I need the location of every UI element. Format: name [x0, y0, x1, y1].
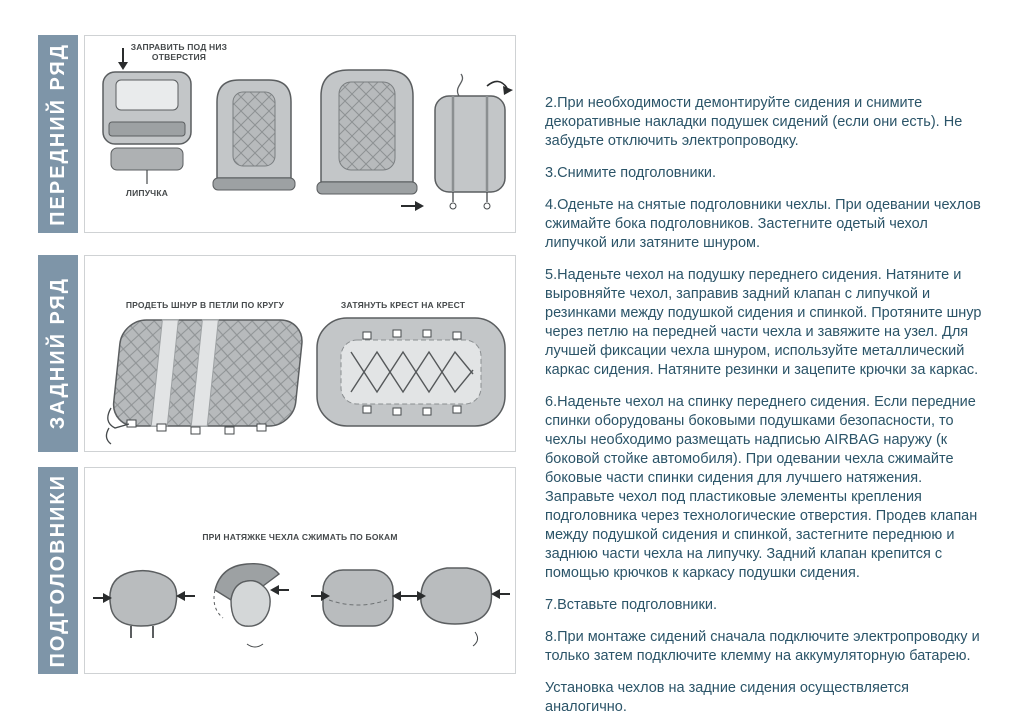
- headrests-label: ПОДГОЛОВНИКИ: [46, 473, 69, 668]
- annotation-tuck-line2: ОТВЕРСТИЯ: [151, 52, 207, 62]
- headrest-2: [214, 564, 289, 647]
- front-row-label: ПЕРЕДНИЙ РЯД: [46, 42, 69, 226]
- cushion-lacing-illustration: [317, 318, 505, 426]
- front-row-panel: [84, 35, 516, 233]
- step-2: 2.При необходимости демонтируйте сидения и снимите декоративные накладки подушек сидений (если они есть). Не забудьте отключить электропроводку.: [545, 95, 963, 149]
- annotation-tuck-line1: ЗАПРАВИТЬ ПОД НИЗ: [130, 42, 228, 52]
- rear-row-panel: [84, 255, 516, 452]
- seat-back-cover-illustration: [317, 70, 424, 211]
- step-8: 8.При монтаже сидений сначала подключите электропроводку и только затем подключите клемму на аккумуляторную батарею.: [545, 629, 980, 664]
- section-bar-front-row: [38, 35, 78, 233]
- headrest-4: [407, 568, 510, 646]
- instruction-steps: [545, 94, 991, 723]
- annotation-squeeze: ПРИ НАТЯЖКЕ ЧЕХЛА СЖИМАТЬ ПО БОКАМ: [202, 532, 398, 542]
- section-bar-rear-row: [38, 255, 78, 452]
- step-6: 6.Наденьте чехол на спинку переднего сидения. Если передние спинки оборудованы боковыми подушками безопасности, то чехлы необходимо размещать надписью AIRBAG наружу (к боковой стойке автомобиля). При одевании чехла сжимайте боковые части спинки сидения для лучшего натяжения. Заправьте чехол под пластиковые элементы крепления подголовника через технологические отверстия. Продев клапан между подушкой сидения и спинкой, застегните переднюю и заднюю части чехла на липучку. Задний клапан крепится с помощью крючков к каркасу подушки сидения.: [545, 394, 978, 581]
- step-7: 7.Вставьте подголовники.: [545, 597, 717, 613]
- step-4: 4.Оденьте на снятые подголовники чехлы. При одевании чехлов сжимайте бока подголовников. Застегните одетый чехол липучкой или затяните шнуром.: [545, 197, 981, 251]
- seat-back-straps-illustration: [435, 74, 513, 209]
- arrow-curved-icon: [487, 81, 513, 95]
- annotation-cross: ЗАТЯНУТЬ КРЕСТ НА КРЕСТ: [340, 300, 466, 310]
- headrests-illustration: [85, 468, 515, 675]
- seat-back-rear-illustration: [103, 72, 191, 198]
- headrest-1: [93, 571, 195, 638]
- section-bar-headrests: [38, 467, 78, 674]
- step-5: 5.Наденьте чехол на подушку переднего сидения. Натяните и выровняйте чехол, заправив задний клапан с липучкой и резинками между подушкой сидения и спинкой. Протяните шнур через петлю на передней части чехла и завяжите на узел. Для лучшей фиксации чехла шнуром, используйте металлический каркас сидения. Натяните резинки и зацепите крючки за каркас.: [545, 267, 982, 378]
- headrest-3: [311, 570, 411, 626]
- arrow-down-icon: [118, 48, 128, 70]
- rear-cushion-illustration: [106, 320, 304, 444]
- headrests-panel: [84, 467, 516, 674]
- step-3: 3.Снимите подголовники.: [545, 165, 717, 181]
- seat-back-quilted-illustration: [213, 80, 295, 190]
- front-row-illustration: [85, 36, 515, 232]
- squeeze-arrow-icon: [270, 585, 289, 595]
- annotation-cord-loops: ПРОДЕТЬ ШНУР В ПЕТЛИ ПО КРУГУ: [125, 300, 285, 310]
- rear-row-label: ЗАДНИЙ РЯД: [46, 277, 69, 430]
- arrow-right-icon: [401, 201, 424, 211]
- footer-note: Установка чехлов на задние сидения осуществляется аналогично.: [545, 680, 910, 715]
- rear-row-illustration: [85, 256, 515, 452]
- annotation-velcro: ЛИПУЧКА: [125, 188, 169, 198]
